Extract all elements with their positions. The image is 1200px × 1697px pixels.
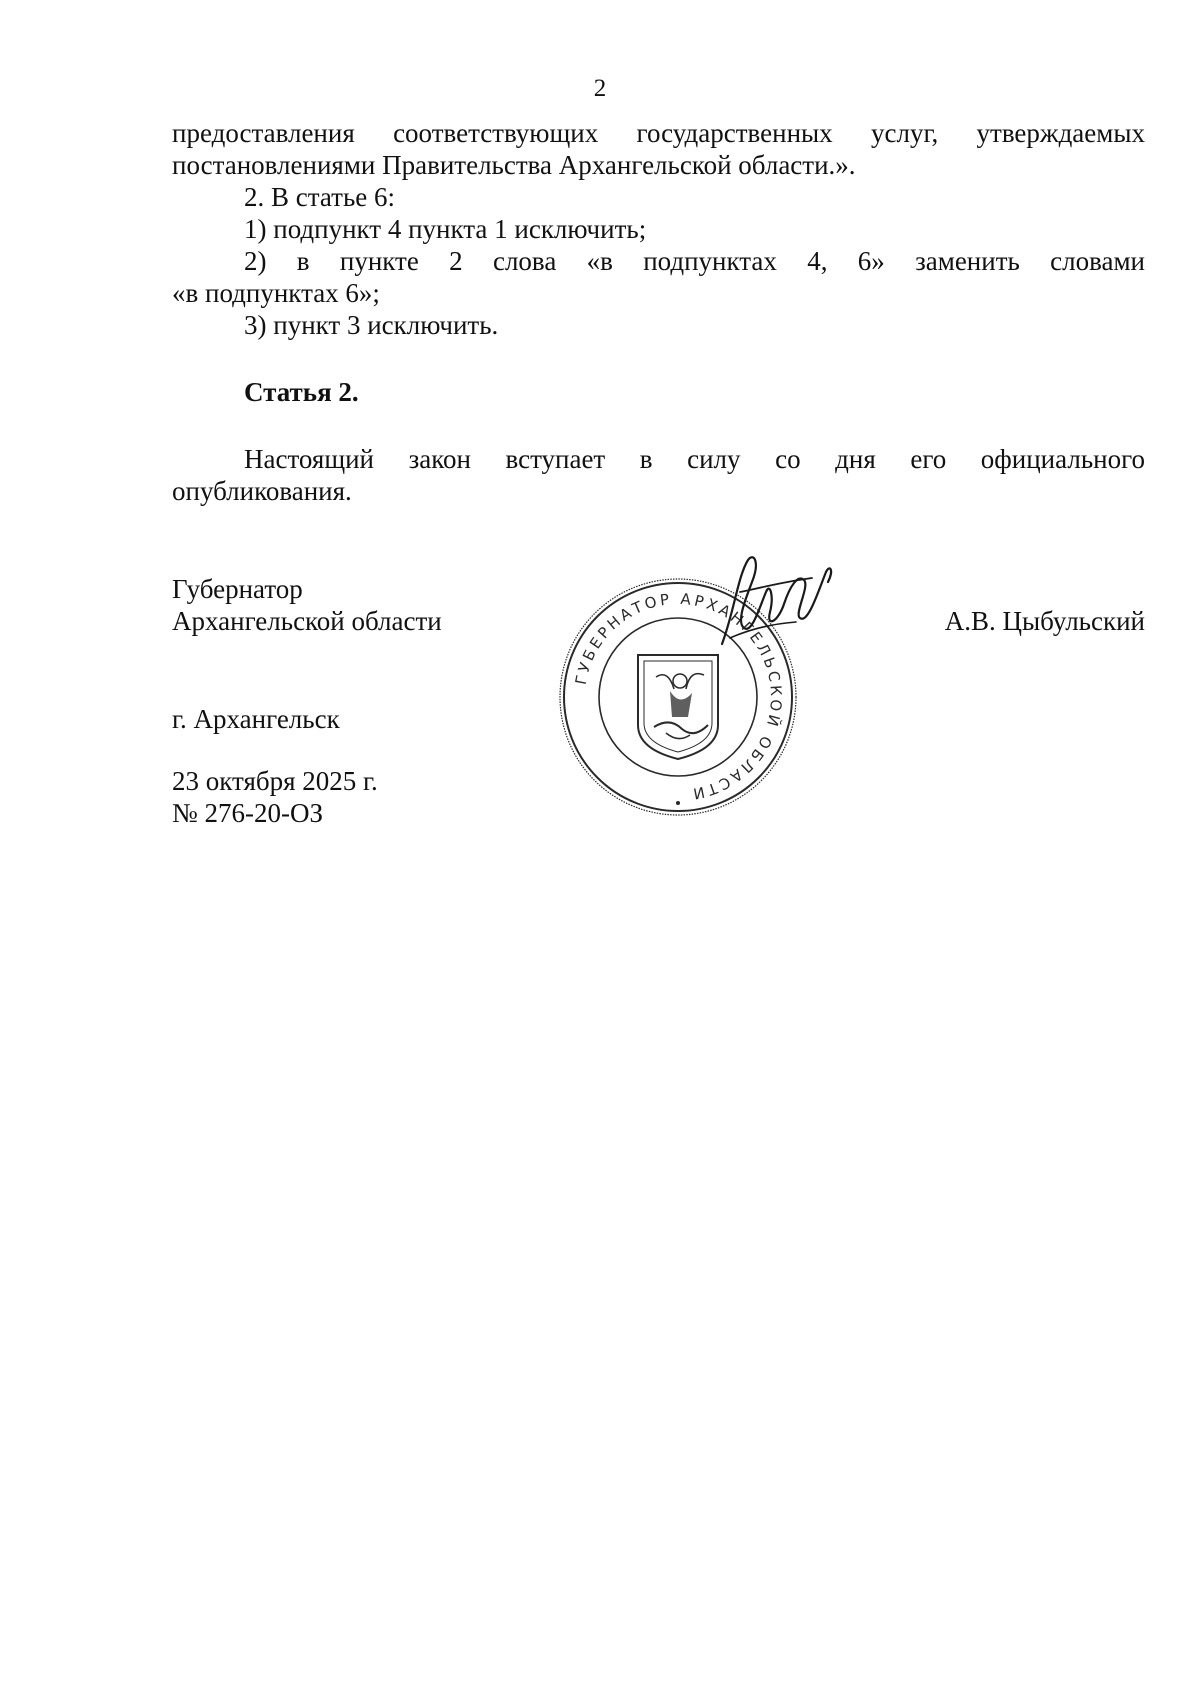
signer-name: А.В. Цыбульский [944, 606, 1145, 636]
paragraph-line: «в подпунктах 6»; [172, 278, 380, 308]
list-item-1 [172, 213, 1200, 245]
document-date: 23 октября 2025 г. [172, 766, 378, 796]
article-text-end [172, 475, 1145, 507]
paragraph-line: 3) пункт 3 исключить. [244, 310, 499, 340]
paragraph-article6-intro [172, 181, 1200, 213]
signer-position-line: Архангельской области [172, 606, 442, 636]
document-number: № 276-20-ОЗ [172, 798, 324, 828]
list-item-3 [172, 309, 1200, 341]
article-text [172, 443, 1145, 475]
city: г. Архангельск [172, 704, 340, 734]
paragraph-line: опубликования. [172, 476, 352, 506]
list-item-2-end [172, 277, 1145, 309]
paragraph-line: постановлениями Правительства Архангельской области.». [172, 150, 856, 180]
article-heading: Статья 2. [244, 377, 359, 407]
paragraph-line: 2. В статье 6: [244, 182, 396, 212]
paragraph-line: 1) подпункт 4 пункта 1 исключить; [244, 214, 647, 244]
seal-ring-text: ГУБЕРНАТОР АРХАНГЕЛЬСКОЙ ОБЛАСТИ [571, 589, 786, 804]
signer-position-line: Губернатор [172, 574, 303, 604]
paragraph-line: Настоящий закон вступает в силу со дня его официального [244, 444, 1145, 474]
signer-position [172, 573, 442, 637]
list-item-2 [172, 245, 1145, 277]
handwritten-signature-icon [700, 552, 840, 662]
paragraph-line: предоставления соответствующих государственных услуг, утверждаемых [172, 118, 1145, 148]
paragraph-line: 2) в пункте 2 слова «в подпунктах 4, 6» заменить словами [244, 246, 1145, 276]
paragraph-continuation-end [172, 149, 1145, 181]
paragraph-continuation [172, 117, 1145, 149]
page-number: 2 [593, 75, 607, 102]
